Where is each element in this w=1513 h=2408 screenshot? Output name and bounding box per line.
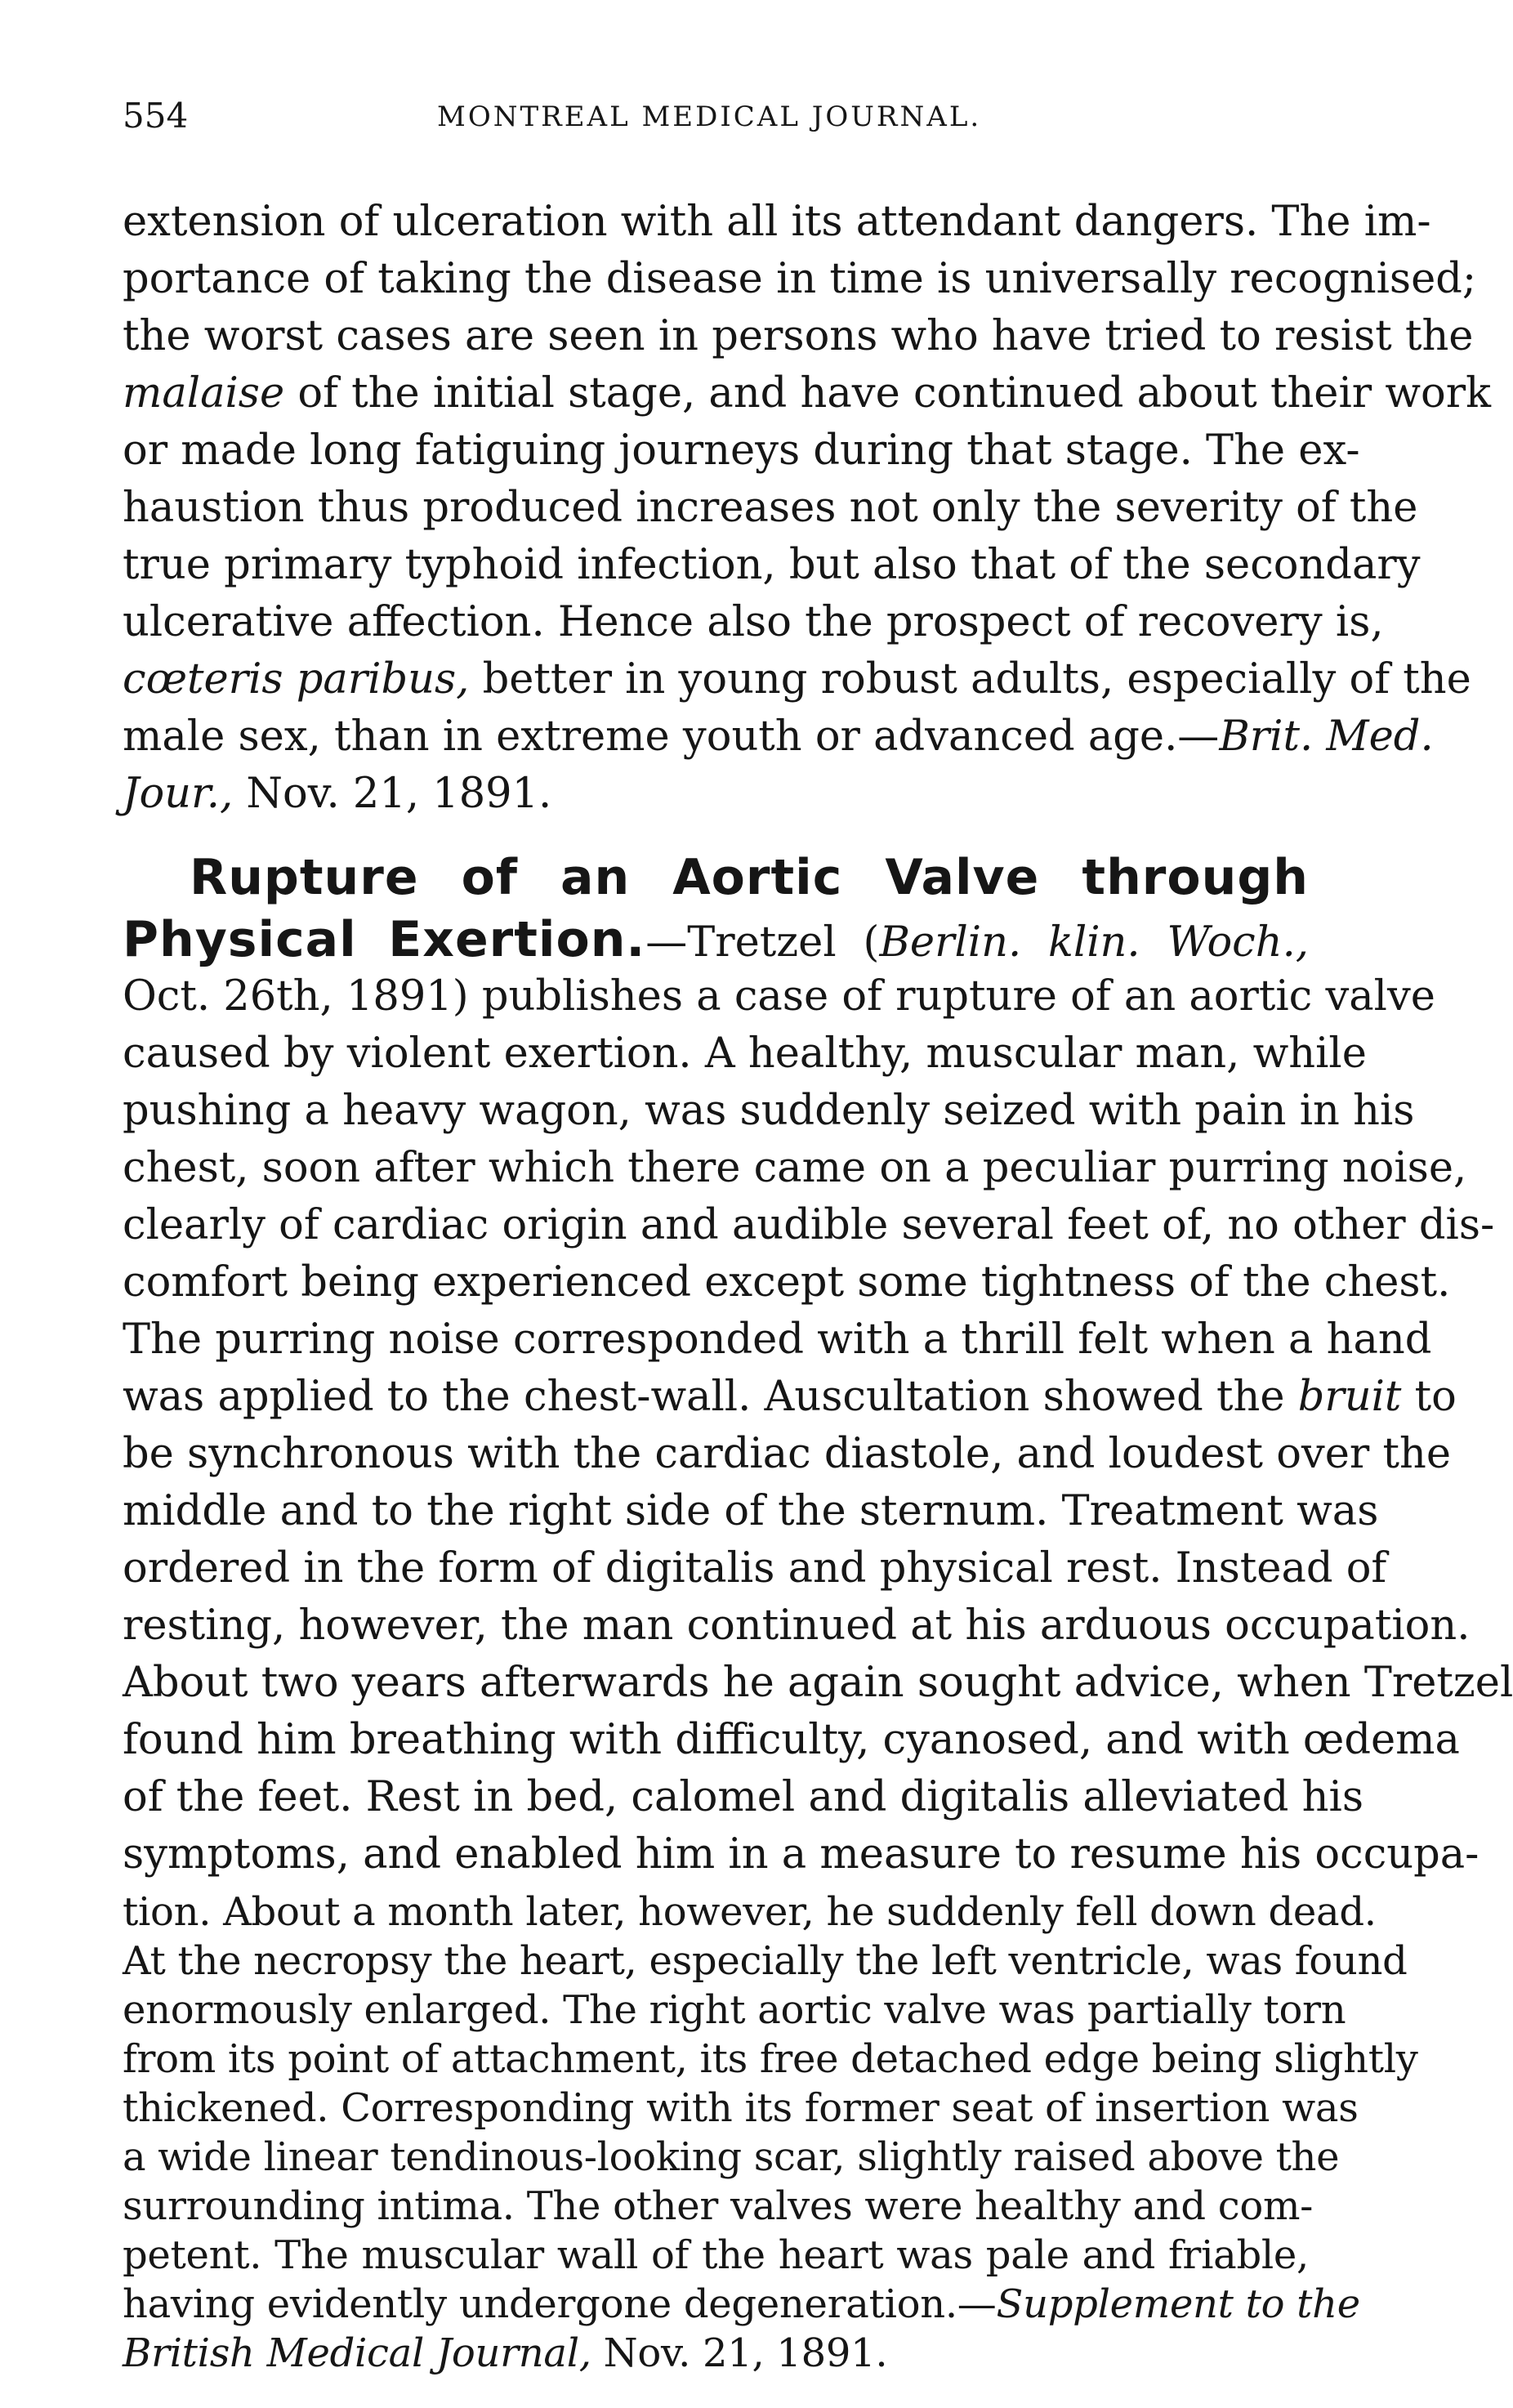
paragraph-line: tion. About a month later, however, he suddenly fell down dead.	[123, 1889, 1377, 1935]
paragraph-line: portance of taking the disease in time is universally recognised;	[123, 255, 1477, 303]
paragraph-line: ulcerative affection. Hence also the prospect of recovery is,	[123, 598, 1384, 646]
paragraph-line: caused by violent exertion. A healthy, muscular man, while	[123, 1030, 1367, 1078]
source-italic: Berlin. klin. Woch.,	[879, 918, 1309, 967]
page-number: 554	[123, 96, 189, 136]
paragraph-line: be synchronous with the cardiac diastole, and loudest over the	[123, 1430, 1452, 1478]
paragraph-line: chest, soon after which there came on a peculiar purring noise,	[123, 1144, 1467, 1192]
paragraph-line	[123, 709, 1434, 765]
paragraph-line	[123, 766, 1309, 822]
paragraph-line: extension of ulceration with all its attendant dangers. The im-	[123, 198, 1431, 246]
paragraph-line: middle and to the right side of the sternum. Treatment was	[123, 1487, 1379, 1535]
paragraph-line: At the necropsy the heart, especially the left ventricle, was found	[123, 1938, 1408, 1984]
paragraph-line: petent. The muscular wall of the heart was pale and friable,	[123, 2232, 1309, 2278]
line-text: Nov. 21, 1891.	[603, 2330, 888, 2376]
italic-term: cœteris paribus,	[123, 655, 470, 704]
line-text: to	[1414, 1373, 1457, 1421]
italic-term: malaise	[123, 369, 285, 418]
article-title-continued: Physical Exertion.	[123, 911, 646, 968]
running-title: MONTREAL MEDICAL JOURNAL.	[437, 101, 982, 133]
paragraph-line: resting, however, the man continued at his arduous occupation.	[123, 1602, 1471, 1650]
citation-italic: British Medical Journal,	[123, 2330, 591, 2376]
paragraph-line: comfort being experienced except some tightness of the chest.	[123, 1258, 1451, 1307]
paragraph-line: symptoms, and enabled him in a measure to resume his occupa-	[123, 1830, 1480, 1879]
paragraph-line	[123, 2325, 1309, 2381]
paragraph-line: from its point of attachment, its free detached edge being slightly	[123, 2036, 1418, 2082]
paragraph-line: the worst cases are seen in persons who have tried to resist the	[123, 312, 1474, 360]
paragraph-line: of the feet. Rest in bed, calomel and digitalis alleviated his	[123, 1773, 1363, 1821]
paragraph-line	[123, 366, 1492, 422]
paragraph-line	[123, 1369, 1457, 1425]
citation-italic: Jour.,	[123, 770, 234, 818]
article-title: Rupture of an Aortic Valve through	[190, 849, 1309, 906]
paragraph-line: a wide linear tendinous-looking scar, slightly raised above the	[123, 2134, 1340, 2180]
line-text: Nov. 21, 1891.	[246, 770, 552, 818]
paragraph-line: surrounding intima. The other valves were healthy and com-	[123, 2183, 1314, 2229]
citation-italic: Brit. Med.	[1219, 713, 1434, 761]
citation-italic: Supplement to the	[996, 2281, 1360, 2327]
paragraph-line: enormously enlarged. The right aortic valve was partially torn	[123, 1987, 1346, 2033]
paragraph-line: ordered in the form of digitalis and physical rest. Instead of	[123, 1544, 1387, 1593]
paragraph-line	[123, 652, 1471, 708]
line-text: was applied to the chest-wall. Auscultation showed the	[123, 1373, 1285, 1421]
italic-term: bruit	[1297, 1373, 1402, 1421]
paragraph-line: clearly of cardiac origin and audible several feet of, no other dis-	[123, 1201, 1495, 1249]
paragraph-line: Oct. 26th, 1891) publishes a case of rupture of an aortic valve	[123, 972, 1435, 1021]
paragraph-line	[123, 2276, 1360, 2332]
line-text: better in young robust adults, especially of the	[482, 655, 1471, 704]
line-text: male sex, than in extreme youth or advanced age.—	[123, 713, 1220, 761]
paragraph-line: haustion thus produced increases not only the severity of the	[123, 484, 1418, 532]
page-header	[123, 92, 1307, 141]
paragraph-line: About two years afterwards he again sought advice, when Tretzel	[123, 1659, 1513, 1707]
author-text: —Tretzel (	[645, 918, 880, 967]
paragraph-line: true primary typhoid infection, but also that of the secondary	[123, 541, 1421, 589]
paragraph-line: pushing a heavy wagon, was suddenly seized with pain in his	[123, 1087, 1415, 1135]
paragraph-line: The purring noise corresponded with a thrill felt when a hand	[123, 1316, 1432, 1364]
article-title-line-2	[123, 909, 1309, 974]
line-text: of the initial stage, and have continued about their work	[297, 369, 1492, 418]
paragraph-line: thickened. Corresponding with its former seat of insertion was	[123, 2085, 1359, 2131]
paragraph-line: found him breathing with difficulty, cyanosed, and with œdema	[123, 1716, 1460, 1764]
paragraph-line: or made long fatiguing journeys during that stage. The ex-	[123, 427, 1360, 475]
line-text: having evidently undergone degeneration.—	[123, 2281, 997, 2327]
